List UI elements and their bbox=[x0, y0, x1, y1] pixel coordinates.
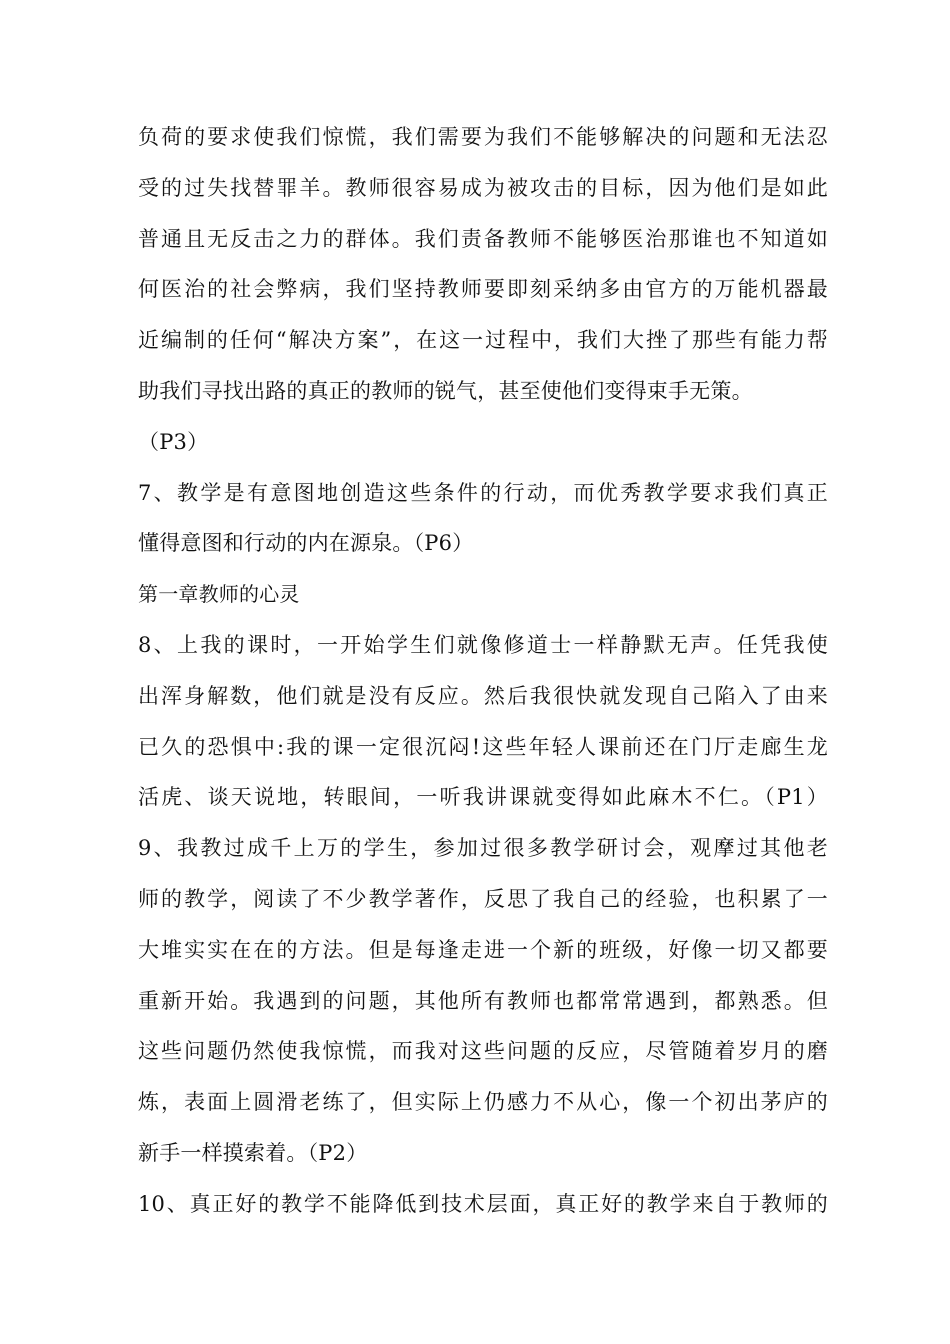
text-line: 负荷的要求使我们惊慌，我们需要为我们不能够解决的问题和无法忍 bbox=[138, 125, 828, 149]
text-line: 师的教学，阅读了不少教学著作，反思了我自己的经验，也积累了一 bbox=[138, 886, 828, 911]
text-line: 炼，表面上圆滑老练了，但实际上仍感力不从心，像一个初出茅庐的 bbox=[138, 1090, 828, 1115]
text-line: 助我们寻找出路的真正的教师的锐气，甚至使他们变得束手无策。 bbox=[138, 378, 753, 403]
text-line: 出浑身解数，他们就是没有反应。然后我很快就发现自己陷入了由来 bbox=[138, 683, 828, 708]
text-line: 10、真正好的教学不能降低到技术层面，真正好的教学来自于教师的 bbox=[138, 1191, 828, 1216]
text-line: 8、上我的课时，一开始学生们就像修道士一样静默无声。任凭我使 bbox=[138, 632, 828, 657]
text-line: 大堆实实在在的方法。但是每逢走进一个新的班级，好像一切又都要 bbox=[138, 937, 828, 962]
text-line: 何医治的社会弊病，我们坚持教师要即刻采纳多由官方的万能机器最 bbox=[138, 277, 828, 302]
text-line: 7、教学是有意图地创造这些条件的行动，而优秀教学要求我们真正 bbox=[138, 480, 828, 505]
text-line: 普通且无反击之力的群体。我们责备教师不能够医治那谁也不知道如 bbox=[138, 226, 828, 251]
text-line: 重新开始。我遇到的问题，其他所有教师也都常常遇到，都熟悉。但 bbox=[138, 988, 828, 1013]
text-line: （P3） bbox=[138, 429, 209, 454]
chapter-heading: 第一章教师的心灵 bbox=[138, 582, 300, 607]
text-line: 受的过失找替罪羊。教师很容易成为被攻击的目标，因为他们是如此 bbox=[138, 175, 828, 200]
text-line: 新手一样摸索着。（P2） bbox=[138, 1140, 368, 1165]
text-line: 9、我教过成千上万的学生，参加过很多教学研讨会，观摩过其他老 bbox=[138, 836, 828, 861]
text-line: 已久的恐惧中:我的课一定很沉闷!这些年轻人课前还在门厅走廊生龙 bbox=[138, 734, 828, 759]
text-line: 懂得意图和行动的内在源泉。（P6） bbox=[138, 531, 474, 556]
text-line: 近编制的任何“解决方案”，在这一过程中，我们大挫了那些有能力帮 bbox=[138, 328, 828, 353]
text-line: 活虎、谈天说地，转眼间，一听我讲课就变得如此麻木不仁。（P1） bbox=[138, 785, 828, 810]
document-body bbox=[138, 112, 828, 1230]
text-line: 这些问题仍然使我惊慌，而我对这些问题的反应，尽管随着岁月的磨 bbox=[138, 1039, 828, 1064]
